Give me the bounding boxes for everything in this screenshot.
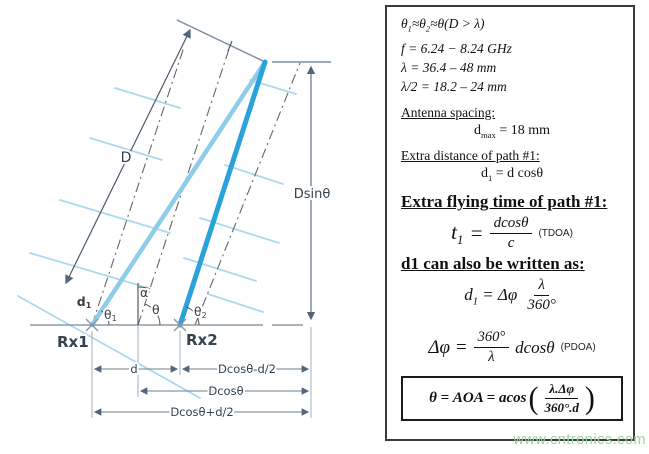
ray-rx2 [180, 62, 265, 325]
label-alpha: α [140, 285, 149, 300]
d1-rewrite-heading: d1 can also be written as: [401, 254, 585, 274]
dim-label-d: d [130, 362, 138, 376]
flying-time-heading: Extra flying time of path #1: [401, 192, 608, 212]
antenna-spacing-value: $d_{max} = 18$ mm [473, 122, 551, 140]
tdoa-tag: (TDOA) [538, 228, 573, 240]
tdoa-equation: $t_1$ = $\frac{dcos\theta}{c}$ (TDOA) [451, 215, 573, 252]
aoa-fraction: $\frac{\lambda.\Delta\varphi}{360^\circ.d}$ [544, 381, 579, 416]
label-theta2: θ2 [194, 304, 207, 320]
label-theta1: θ1 [104, 307, 117, 323]
pdoa-tag: (PDOA) [560, 342, 596, 354]
d1-equation: $d_1 = \Delta\varphi$ $\frac{\lambda}{360^\circ}$ [401, 277, 623, 314]
antenna-spacing-heading: Antenna spacing: [401, 104, 496, 120]
frequency-line: f = 6.24 − 8.24 GHz [401, 40, 512, 56]
label-d1: d1 [76, 294, 92, 310]
label-D: D [120, 150, 132, 166]
right-paren: ) [584, 380, 595, 416]
dim-label-dcos: Dcosθ [208, 384, 244, 398]
left-paren: ( [528, 380, 539, 416]
pdoa-equation: Δφ = $\frac{360^\circ}{\lambda}$ dcosθ (PDOA) [428, 329, 596, 366]
wavefront-line [225, 165, 283, 184]
source-wavefront-line [177, 20, 263, 61]
dim-label-dcos-minus: Dcosθ-d/2 [218, 362, 276, 376]
tdoa-fraction: $\frac{dcos\theta}{c}$ [490, 215, 533, 252]
half-wavelength-line: λ/2 = 18.2 – 24 mm [401, 78, 507, 94]
label-theta: θ [152, 302, 160, 317]
wavefront-line [115, 88, 180, 108]
extra-distance-value: $d_1 = d$ cosθ [480, 166, 544, 184]
dim-label-dcos-plus: Dcosθ+d/2 [170, 405, 234, 419]
label-rx2: Rx2 [186, 331, 218, 349]
wavefront-line [208, 294, 263, 312]
pdoa-fraction: $\frac{360^\circ}{\lambda}$ [474, 329, 510, 366]
label-dsin-theta: Dsinθ [293, 187, 331, 202]
formula-panel [385, 5, 635, 441]
wavelength-line: λ = 36.4 – 48 mm [401, 59, 497, 75]
assumption-line: $\theta_1\approx\theta_2\approx\theta(D > \lambda)$ [401, 16, 485, 34]
dashdot-line-right [195, 63, 300, 325]
watermark: www.cntronics.com [513, 432, 646, 448]
label-rx1: Rx1 [57, 333, 89, 351]
ray-rx1 [92, 62, 265, 325]
aoa-result-box: θ = AOA = acos ( $\frac{\lambda.\Delta\varphi}{360^\circ.d}$ ) [401, 376, 623, 421]
d1-fraction: $\frac{\lambda}{360^\circ}$ [527, 277, 556, 314]
extra-distance-heading: Extra distance of path #1: [401, 148, 540, 164]
